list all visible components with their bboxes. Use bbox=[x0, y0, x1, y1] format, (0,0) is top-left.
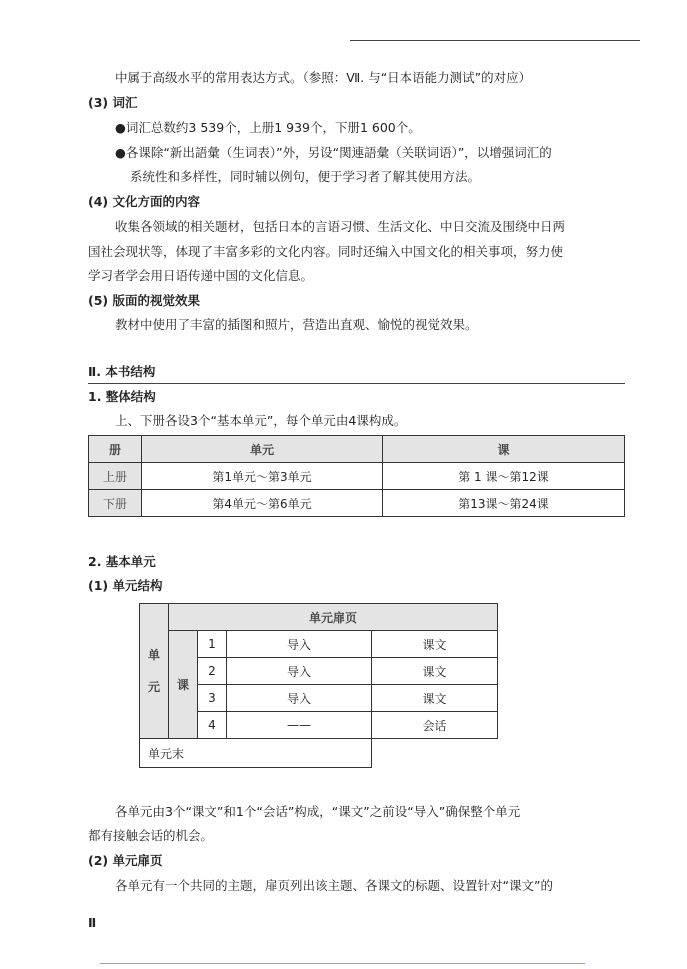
cell: 导入 bbox=[227, 631, 372, 658]
cell: 上册 bbox=[89, 463, 142, 490]
unit-label-1: 单 bbox=[147, 648, 160, 662]
cell: 导入 bbox=[227, 685, 372, 712]
bullet-item-cont: 系统性和多样性，同时辅以例句，便于学习者了解其使用方法。 bbox=[130, 169, 481, 184]
cell: 课文 bbox=[372, 658, 498, 685]
cell: 会话 bbox=[372, 712, 498, 739]
cell: 第1单元～第3单元 bbox=[142, 463, 383, 490]
lesson-label: 课 bbox=[169, 631, 198, 739]
cell: 第4单元～第6单元 bbox=[142, 490, 383, 517]
cell: 下册 bbox=[89, 490, 142, 517]
heading-culture: (4) 文化方面的内容 bbox=[88, 194, 200, 209]
unit-structure-table bbox=[139, 603, 498, 768]
heading-vocabulary: (3) 词汇 bbox=[88, 95, 138, 110]
unit-label bbox=[140, 604, 169, 739]
cell: 2 bbox=[198, 658, 227, 685]
cell: —— bbox=[227, 712, 372, 739]
cover-page-header: 单元扉页 bbox=[169, 604, 498, 631]
paragraph-line: 国社会现状等，体现了丰富多彩的文化内容。同时还编入中国文化的相关事项，努力使 bbox=[88, 244, 564, 259]
unit-end-cell: 单元末 bbox=[140, 739, 372, 768]
paragraph-line: 都有接触会话的机会。 bbox=[88, 828, 214, 843]
cell: 第 1 课～第12课 bbox=[383, 463, 625, 490]
paragraph-line: 收集各领域的相关题材，包括日本的言语习惯、生活文化、中日交流及围绕中日两 bbox=[115, 219, 566, 234]
section-heading: Ⅱ. 本书结构 bbox=[88, 364, 156, 379]
structure-table bbox=[88, 435, 625, 517]
paragraph-line: 学习者学会用日语传递中国的文化信息。 bbox=[88, 268, 314, 283]
subheading-basic-unit: 2. 基本单元 bbox=[88, 554, 156, 569]
cell: 导入 bbox=[227, 658, 372, 685]
table-row bbox=[89, 463, 625, 490]
table-row bbox=[140, 631, 498, 658]
paragraph-line: 中属于高级水平的常用表达方式。（参照：Ⅶ. 与“日本语能力测试”的对应） bbox=[115, 70, 532, 85]
bullet-item: ●各课除“新出語彙（生词表）”外，另设“関連語彙（关联词语）”，以增强词汇的 bbox=[115, 145, 552, 160]
paragraph-line: 教材中使用了丰富的插图和照片，营造出直观、愉悦的视觉效果。 bbox=[115, 317, 478, 332]
header-cell: 单元 bbox=[142, 436, 383, 463]
paragraph-line: 各单元有一个共同的主题，扉页列出该主题、各课文的标题、设置针对“课文”的 bbox=[115, 878, 553, 893]
unit-label-2: 元 bbox=[147, 680, 160, 694]
table-row bbox=[89, 490, 625, 517]
heading-visual: (5) 版面的视觉效果 bbox=[88, 293, 200, 308]
header-cell: 册 bbox=[89, 436, 142, 463]
paragraph-line: 各单元由3个“课文”和1个“会话”构成，“课文”之前设“导入”确保整个单元 bbox=[115, 804, 521, 819]
subheading-overall: 1. 整体结构 bbox=[88, 389, 156, 404]
subheading-unit-structure: (1) 单元结构 bbox=[88, 578, 163, 593]
cell: 3 bbox=[198, 685, 227, 712]
subheading-cover-page: (2) 单元扉页 bbox=[88, 853, 163, 868]
cell: 4 bbox=[198, 712, 227, 739]
bullet-item: ●词汇总数约3 539个，上册1 939个，下册1 600个。 bbox=[115, 120, 421, 135]
section-rule bbox=[88, 383, 625, 384]
cell: 第13课～第24课 bbox=[383, 490, 625, 517]
header-cell: 课 bbox=[383, 436, 625, 463]
header-rule bbox=[350, 40, 640, 41]
page-number: Ⅱ bbox=[88, 915, 97, 930]
cell: 1 bbox=[198, 631, 227, 658]
cell: 课文 bbox=[372, 631, 498, 658]
cell: 课文 bbox=[372, 685, 498, 712]
paragraph-line: 上、下册各设3个“基本单元”，每个单元由4课构成。 bbox=[115, 413, 407, 428]
blue-link-line bbox=[100, 963, 585, 964]
